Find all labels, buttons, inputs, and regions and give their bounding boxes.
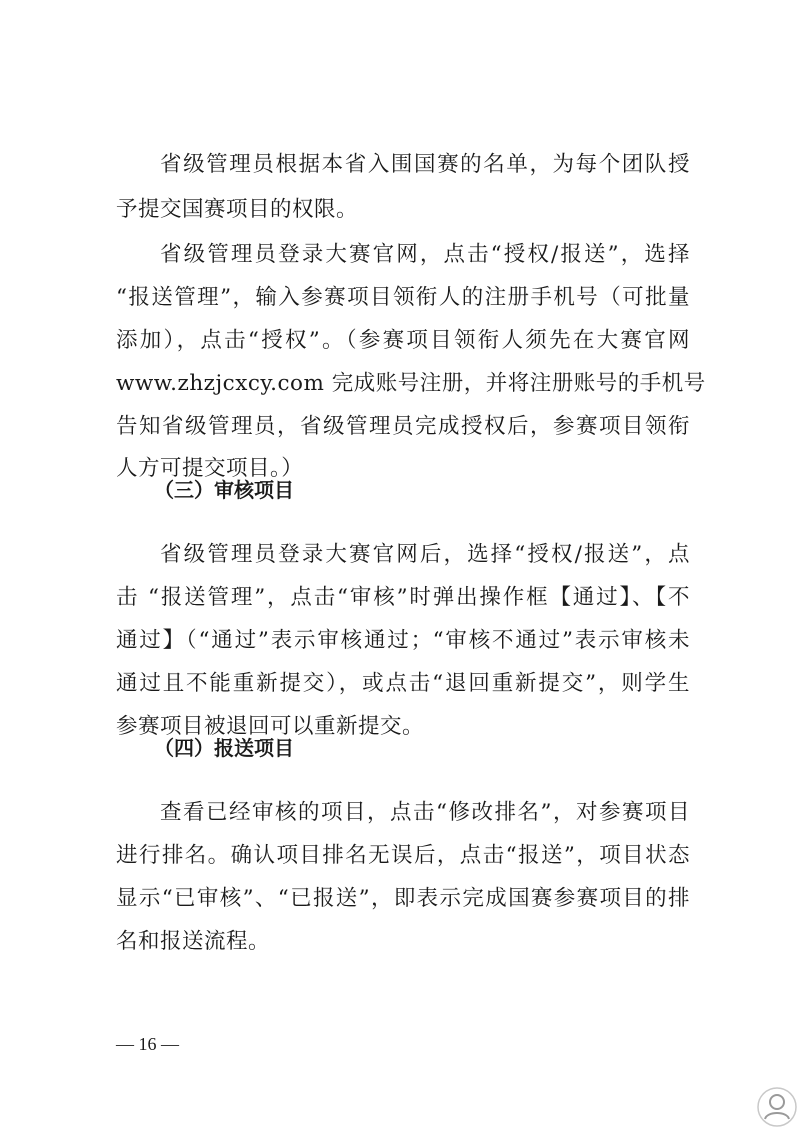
paragraph-line: 告知省级管理员，省级管理员完成授权后，参赛项目领衔: [116, 414, 690, 439]
paragraph-line: 击 “报送管理”，点击“审核”时弹出操作框【通过】、【不: [116, 585, 690, 610]
paragraph-line: 查看已经审核的项目，点击“修改排名”，对参赛项目: [160, 800, 690, 825]
section-heading: （四）报送项目: [154, 736, 294, 760]
paragraph-line: 人方可提交项目。）: [116, 456, 304, 481]
paragraph-line: 省级管理员登录大赛官网后，选择“授权/报送”，点: [160, 542, 690, 567]
page-number: — 16 —: [116, 1034, 179, 1054]
paragraph-line: 名和报送流程。: [116, 929, 271, 954]
paragraph-line: 省级管理员登录大赛官网，点击“授权/报送”，选择: [160, 242, 690, 267]
paragraph-line: 通过】（“通过”表示审核通过；“审核不通过”表示审核未: [116, 628, 690, 653]
paragraph-line: 予提交国赛项目的权限。: [116, 197, 359, 222]
paragraph-line: 进行排名。确认项目排名无误后，点击“报送”，项目状态: [116, 843, 690, 868]
paragraph-line: 添加），点击“授权”。（参赛项目领衔人须先在大赛官网: [116, 328, 690, 353]
user-circle-icon[interactable]: [756, 1086, 798, 1128]
paragraph-line: www.zhzjcxcy.com 完成账号注册，并将注册账号的手机号: [116, 371, 706, 396]
paragraph-line: 通过且不能重新提交），或点击“退回重新提交”，则学生: [116, 671, 690, 696]
paragraph-line: 参赛项目被退回可以重新提交。: [116, 714, 425, 739]
paragraph-line: “报送管理”，输入参赛项目领衔人的注册手机号（可批量: [116, 285, 690, 310]
paragraph-line: 显示“已审核”、“已报送”，即表示完成国赛参赛项目的排: [116, 886, 690, 911]
section-heading: （三）审核项目: [154, 478, 294, 502]
paragraph-line: 省级管理员根据本省入围国赛的名单，为每个团队授: [160, 152, 690, 177]
